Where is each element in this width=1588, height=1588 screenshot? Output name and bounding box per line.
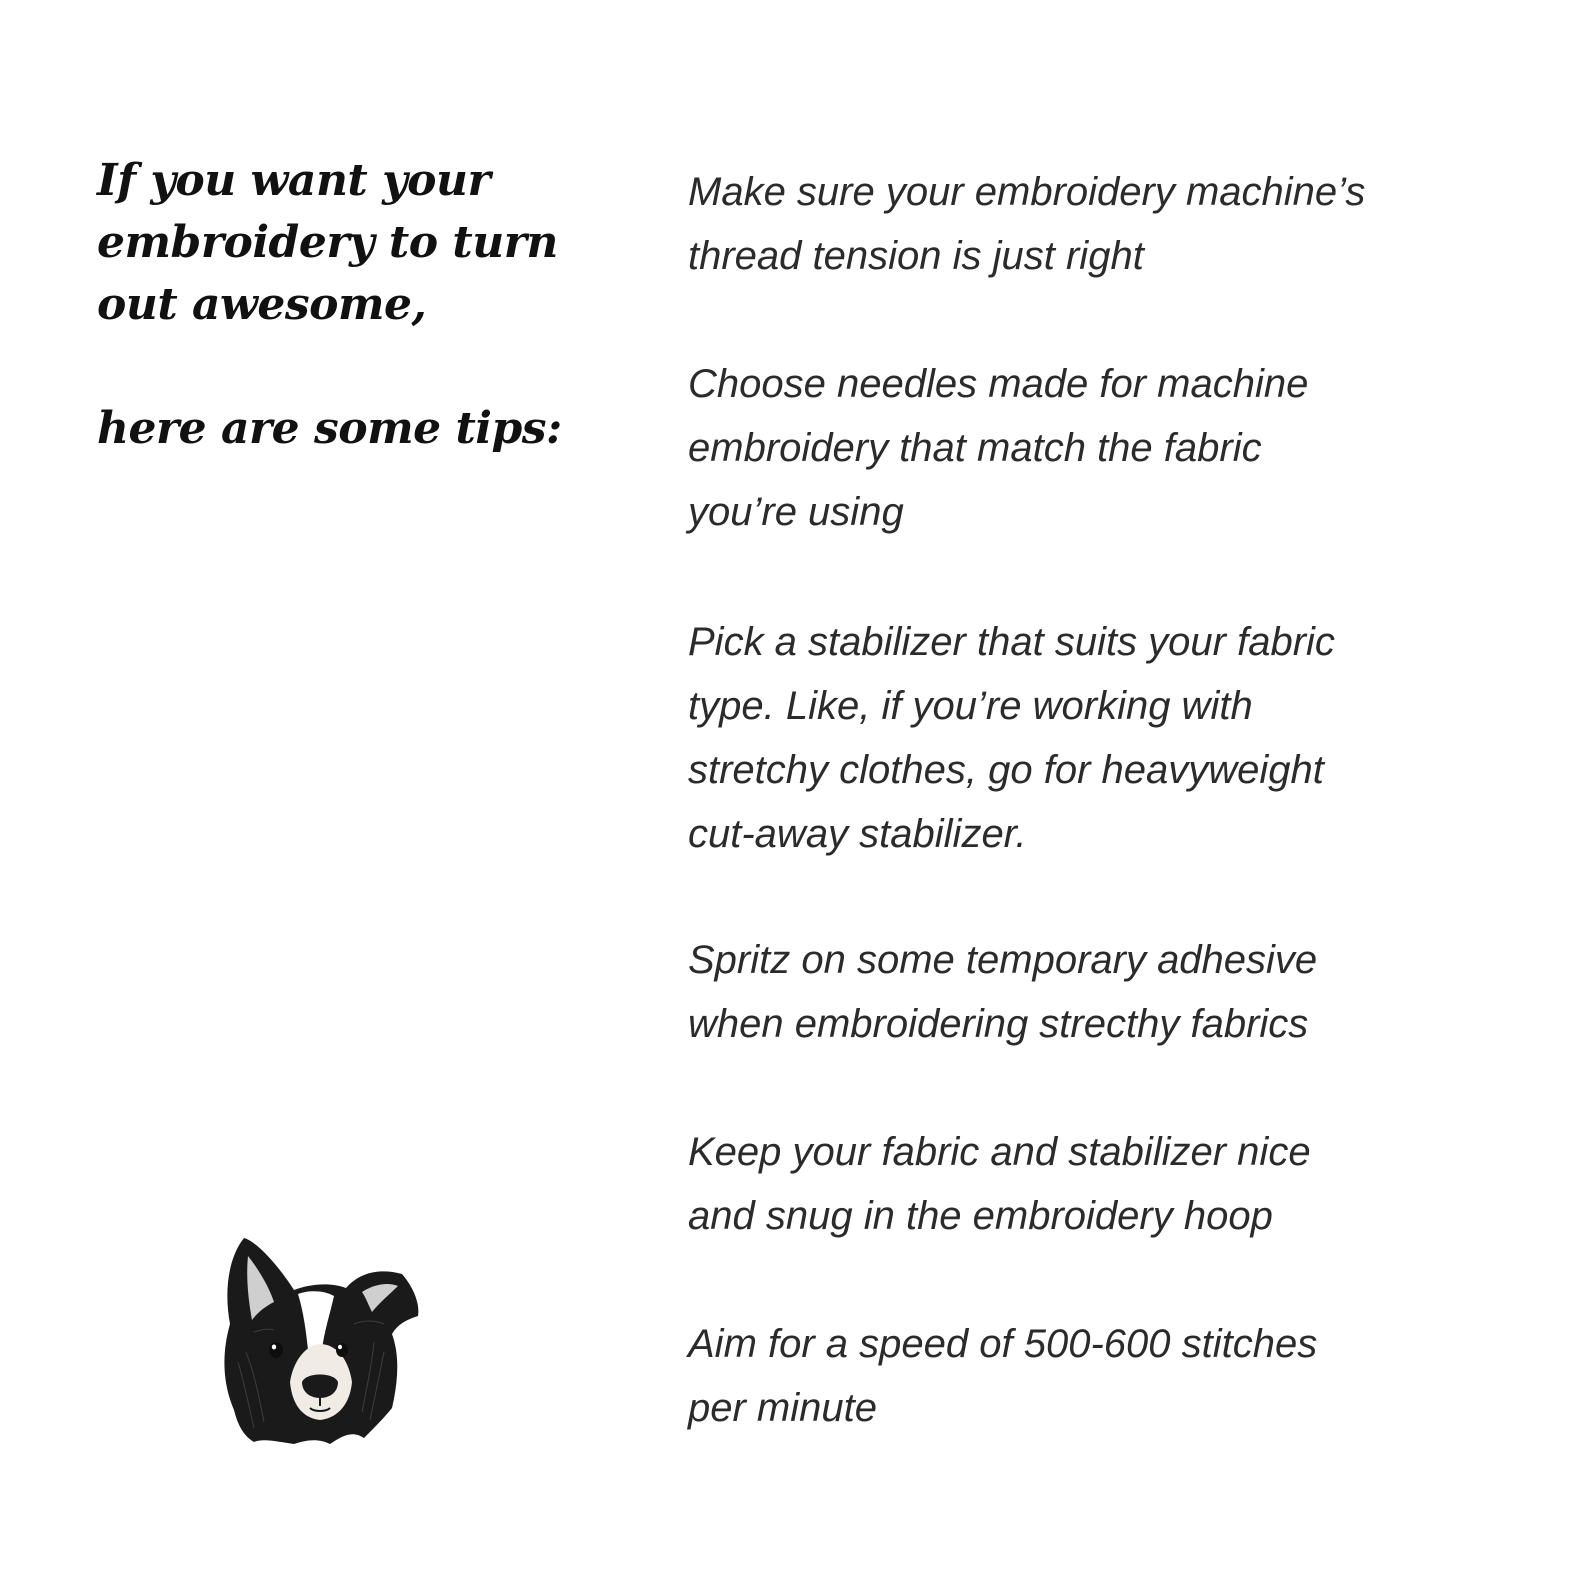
- intro-line-3: out awesome,: [97, 279, 427, 330]
- tip-6-line-2: per minute: [688, 1386, 877, 1430]
- intro-line-1: If you want your: [97, 155, 491, 206]
- tip-5-line-1: Keep your fabric and stabilizer nice: [688, 1130, 1311, 1174]
- intro-spacer: [97, 336, 617, 398]
- intro-lead: here are some tips:: [97, 403, 562, 454]
- tip-6-line-1: Aim for a speed of 500-600 stitches: [688, 1322, 1318, 1366]
- tip-1-line-1: Make sure your embroidery machine’s: [688, 170, 1366, 214]
- tip-3-line-3: stretchy clothes, go for heavyweight: [688, 748, 1324, 792]
- tip-3-line-1: Pick a stabilizer that suits your fabric: [688, 620, 1335, 664]
- tip-1: [688, 160, 1508, 288]
- intro-heading: [97, 150, 617, 460]
- tip-4-line-1: Spritz on some temporary adhesive: [688, 938, 1318, 982]
- tip-2: [688, 352, 1508, 544]
- dog-left-eye: [269, 1342, 283, 1358]
- tip-2-line-1: Choose needles made for machine: [688, 362, 1309, 406]
- intro-line-2: embroidery to turn: [97, 217, 558, 268]
- tip-2-line-3: you’re using: [688, 490, 904, 534]
- dog-right-eye: [336, 1343, 348, 1357]
- tip-4-line-2: when embroidering strecthy fabrics: [688, 1002, 1309, 1046]
- tip-6: [688, 1312, 1508, 1440]
- tip-5-line-2: and snug in the embroidery hoop: [688, 1194, 1273, 1238]
- tip-3-line-4: cut-away stabilizer.: [688, 812, 1027, 856]
- tip-1-line-2: thread tension is just right: [688, 234, 1144, 278]
- tip-2-line-2: embroidery that match the fabric: [688, 426, 1262, 470]
- tip-3: [688, 610, 1508, 866]
- tip-4: [688, 928, 1508, 1056]
- tip-3-line-2: type. Like, if you’re working with: [688, 684, 1253, 728]
- border-collie-icon: [214, 1232, 434, 1450]
- tip-5: [688, 1120, 1508, 1248]
